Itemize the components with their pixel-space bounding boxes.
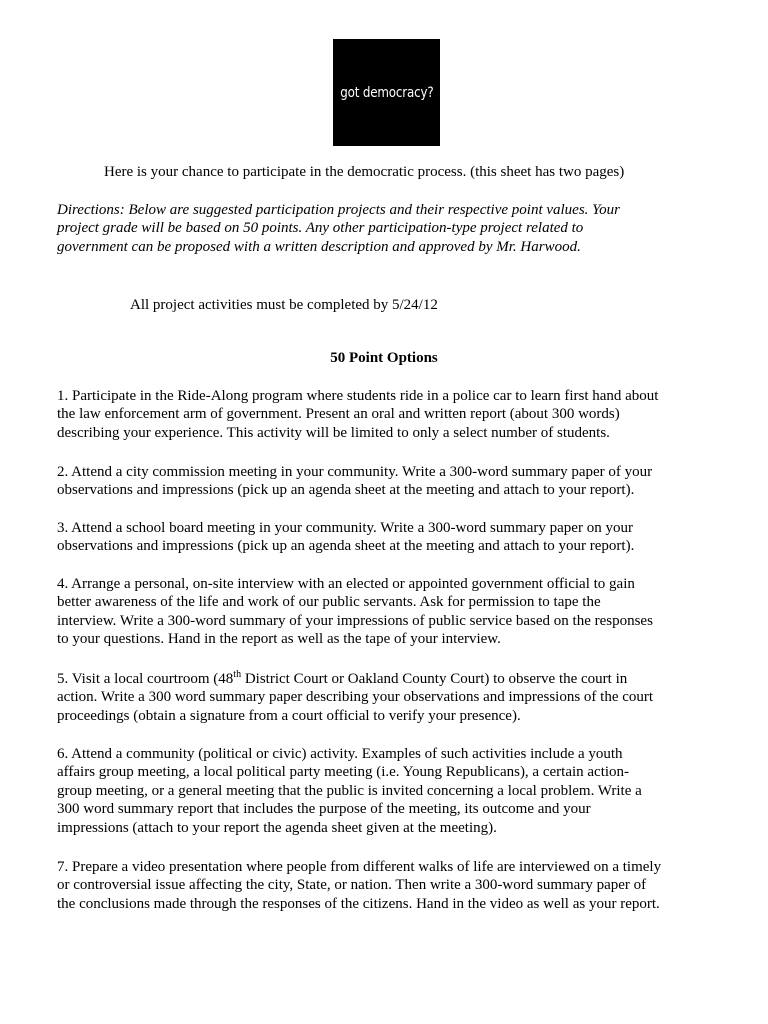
option-line: observations and impressions (pick up an agenda sheet at the meeting and attach to your report). bbox=[57, 482, 635, 499]
option-line: proceedings (obtain a signature from a court official to verify your presence). bbox=[57, 707, 521, 724]
option-line: group meeting, or a general meeting that the public is invited concerning a local problem. Write a bbox=[57, 782, 642, 799]
deadline-text: All project activities must be completed by 5/24/12 bbox=[130, 297, 438, 313]
option-line: 300 word summary report that includes the purpose of the meeting, its outcome and your bbox=[57, 801, 591, 818]
option-line: 7. Prepare a video presentation where people from different walks of life are interviewed on a timely bbox=[57, 859, 662, 875]
directions-line: project grade will be based on 50 points. Any other participation-type project related to bbox=[57, 220, 584, 236]
option-line: the conclusions made through the responses of the citizens. Hand in the video as well as your report. bbox=[57, 895, 660, 912]
option-5 bbox=[57, 670, 757, 725]
option-line: better awareness of the life and work of our public servants. Ask for permission to tape the bbox=[57, 594, 601, 611]
option-line bbox=[57, 670, 757, 688]
option-1 bbox=[57, 387, 757, 442]
option-2 bbox=[57, 463, 757, 500]
option-4 bbox=[57, 575, 757, 649]
intro-text: Here is your chance to participate in the democratic process. (this sheet has two pages) bbox=[104, 164, 625, 180]
option-line: to your questions. Hand in the report as well as the tape of your interview. bbox=[57, 631, 501, 648]
directions-line: government can be proposed with a written description and approved by Mr. Harwood. bbox=[57, 239, 581, 255]
option-line: affairs group meeting, a local political party meeting (i.e. Young Republicans), a certain action- bbox=[57, 764, 630, 781]
option-line: 3. Attend a school board meeting in your community. Write a 300-word summary paper on your bbox=[57, 520, 633, 536]
option-text: 5. Visit a local courtroom (48 bbox=[57, 671, 234, 687]
option-line: action. Write a 300 word summary paper describing your observations and impressions of the court bbox=[57, 689, 654, 706]
section-heading: 50 Point Options bbox=[330, 350, 438, 366]
option-text: District Court or Oakland County Court) to observe the court in bbox=[241, 671, 628, 687]
option-line: 2. Attend a city commission meeting in your community. Write a 300-word summary paper of your bbox=[57, 464, 653, 480]
ordinal-suffix: th bbox=[233, 669, 242, 680]
option-line: or controversial issue affecting the city, State, or nation. Then write a 300-word summary paper of bbox=[57, 877, 647, 894]
got-democracy-logo bbox=[333, 39, 440, 146]
option-line: 1. Participate in the Ride-Along program where students ride in a police car to learn first hand about bbox=[57, 388, 659, 404]
option-6 bbox=[57, 745, 757, 837]
directions-line: Directions: Below are suggested participation projects and their respective point values. Your bbox=[57, 202, 620, 218]
option-line: describing your experience. This activity will be limited to only a select number of students. bbox=[57, 424, 610, 441]
option-line: 6. Attend a community (political or civic) activity. Examples of such activities include a youth bbox=[57, 746, 623, 762]
option-line: interview. Write a 300-word summary of your impressions of public service based on the responses bbox=[57, 612, 653, 629]
option-3 bbox=[57, 519, 757, 556]
logo-text: got democracy? bbox=[339, 84, 434, 101]
option-line: the law enforcement arm of government. Present an oral and written report (about 300 words) bbox=[57, 406, 620, 423]
option-line: 4. Arrange a personal, on-site interview with an elected or appointed government official to gain bbox=[57, 576, 635, 592]
option-line: impressions (attach to your report the agenda sheet given at the meeting). bbox=[57, 819, 497, 836]
option-7 bbox=[57, 858, 757, 913]
option-line: observations and impressions (pick up an agenda sheet at the meeting and attach to your report). bbox=[57, 538, 635, 555]
